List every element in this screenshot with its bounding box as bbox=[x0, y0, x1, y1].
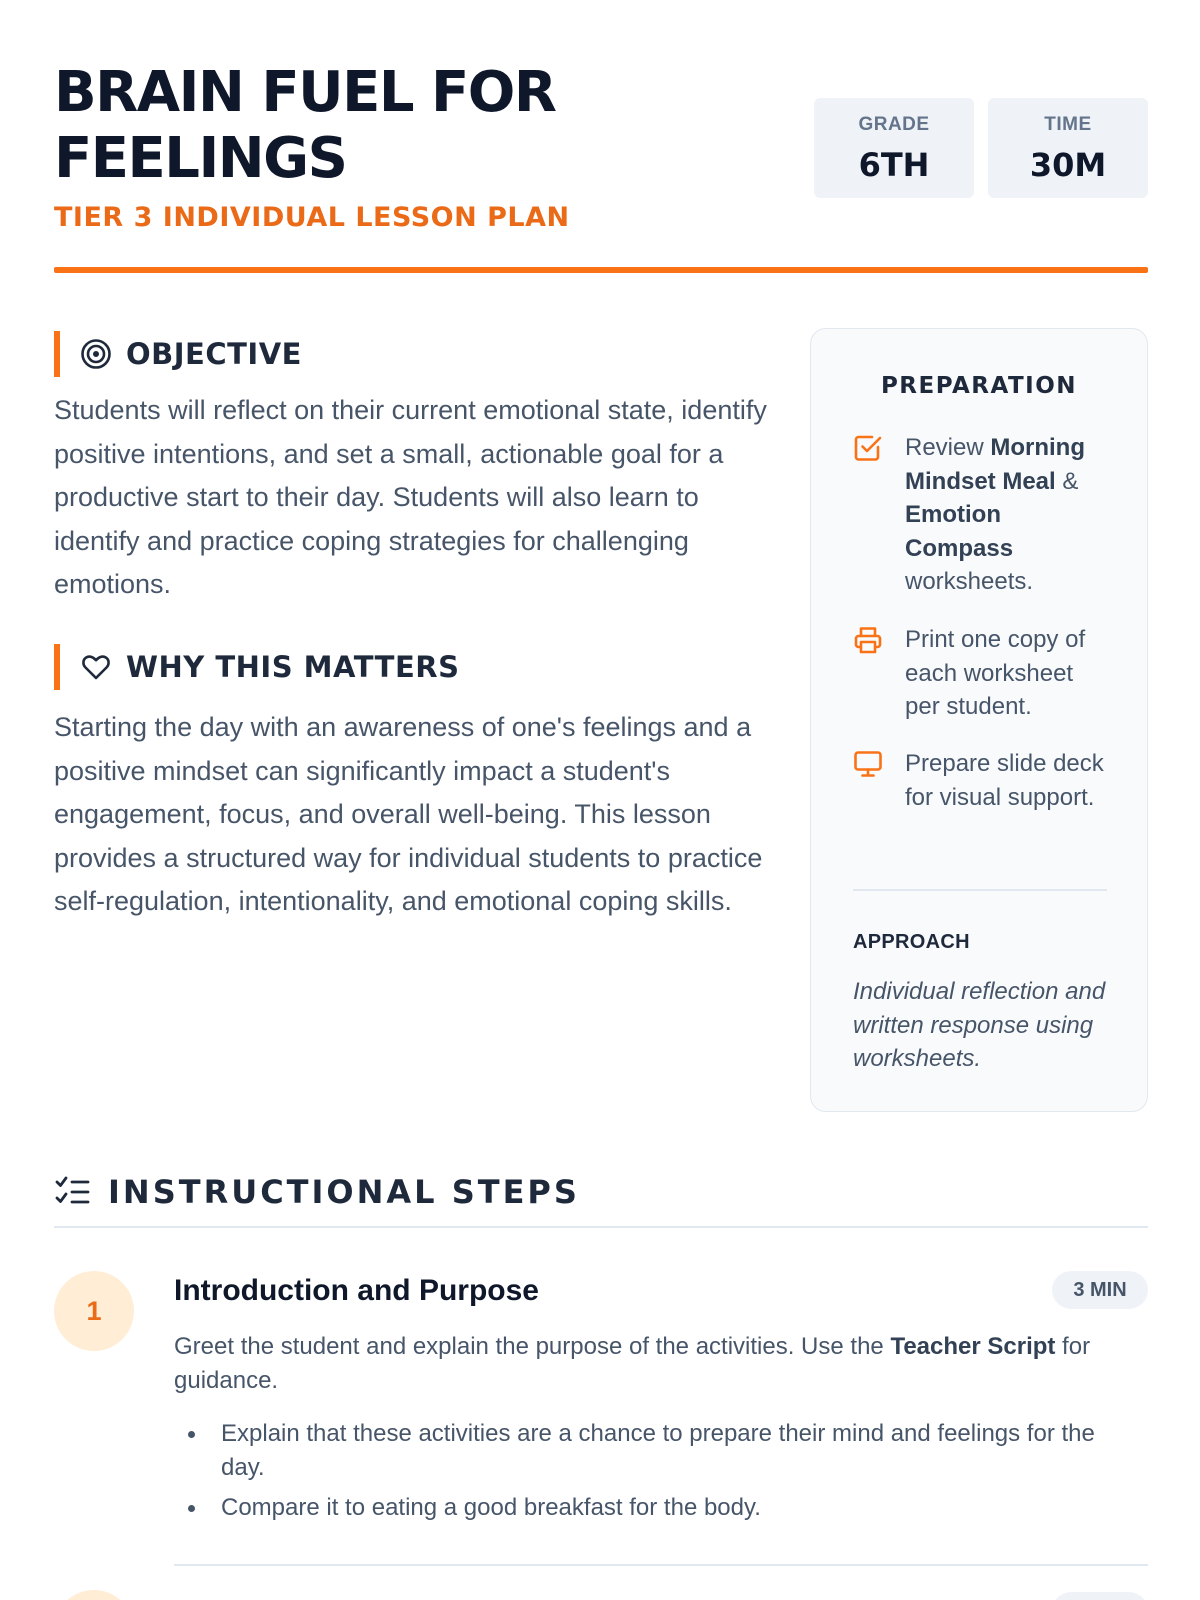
time-label: TIME bbox=[1044, 114, 1092, 135]
steps-divider bbox=[54, 1226, 1148, 1228]
objective-title: OBJECTIVE bbox=[126, 337, 302, 371]
printer-icon bbox=[853, 623, 885, 724]
step-bullet: Explain that these activities are a chance to prepare their mind and feelings for the day. bbox=[187, 1417, 1142, 1484]
why-title: WHY THIS MATTERS bbox=[126, 650, 460, 684]
step-title: Introduction and Purpose bbox=[174, 1274, 539, 1307]
prep-item-print-text: Print one copy of each worksheet per student. bbox=[905, 626, 1086, 720]
step-bullet-list bbox=[187, 1417, 1142, 1532]
steps-heading bbox=[54, 1172, 580, 1212]
approach-text: Individual reflection and written response using worksheets. bbox=[853, 978, 1106, 1072]
checklist-icon bbox=[54, 1173, 92, 1211]
next-step-number bbox=[54, 1590, 134, 1600]
prep-item-review-text: Review Morning Mindset Meal & Emotion Compass worksheets. bbox=[905, 434, 1085, 595]
prep-item-print bbox=[853, 623, 1113, 724]
step-bullet: Compare it to eating a good breakfast for the body. bbox=[187, 1491, 1142, 1525]
page-subtitle: TIER 3 INDIVIDUAL LESSON PLAN bbox=[54, 202, 570, 233]
prep-item-slides bbox=[853, 747, 1113, 814]
preparation-divider bbox=[853, 889, 1107, 891]
prep-item-review bbox=[853, 431, 1113, 599]
why-text: Starting the day with an awareness of one's feelings and a positive mindset can significantly impact a student's engagement, focus, and overall well-being. This lesson provides a structured way for individual students to practice self-regulation, intentionality, and emotional coping skills. bbox=[54, 712, 763, 916]
page-title: BRAIN FUEL FOR FEELINGS bbox=[54, 60, 556, 191]
header bbox=[54, 56, 1148, 276]
approach-label: APPROACH bbox=[853, 931, 970, 953]
steps-title: INSTRUCTIONAL STEPS bbox=[108, 1173, 580, 1211]
prep-item-slides-text: Prepare slide deck for visual support. bbox=[905, 750, 1104, 811]
objective-text: Students will reflect on their current emotional state, identify positive intentions, and set a small, actionable goal for a productive start to their day. Students will also learn to identify and practice coping strategies for challenging emotions. bbox=[54, 395, 767, 599]
grade-label: GRADE bbox=[858, 114, 930, 135]
time-badge bbox=[988, 98, 1148, 198]
preparation-title: PREPARATION bbox=[880, 373, 1078, 399]
why-heading bbox=[54, 644, 460, 690]
next-step-badge bbox=[1052, 1592, 1148, 1600]
grade-value: 6TH bbox=[858, 146, 930, 184]
grade-badge bbox=[814, 98, 974, 198]
objective-heading bbox=[54, 331, 302, 377]
step-duration-badge: 3 MIN bbox=[1052, 1271, 1148, 1309]
target-icon bbox=[80, 338, 112, 370]
header-divider bbox=[54, 267, 1148, 273]
heart-icon bbox=[80, 651, 112, 683]
step-description: Greet the student and explain the purpose of the activities. Use the Teacher Script for guidance. bbox=[174, 1333, 1091, 1394]
step-number: 1 bbox=[54, 1271, 134, 1351]
monitor-icon bbox=[853, 747, 885, 814]
preparation-card bbox=[810, 328, 1148, 1112]
checkbox-icon bbox=[853, 431, 885, 599]
time-value: 30M bbox=[1029, 146, 1107, 184]
step-divider bbox=[174, 1564, 1148, 1566]
